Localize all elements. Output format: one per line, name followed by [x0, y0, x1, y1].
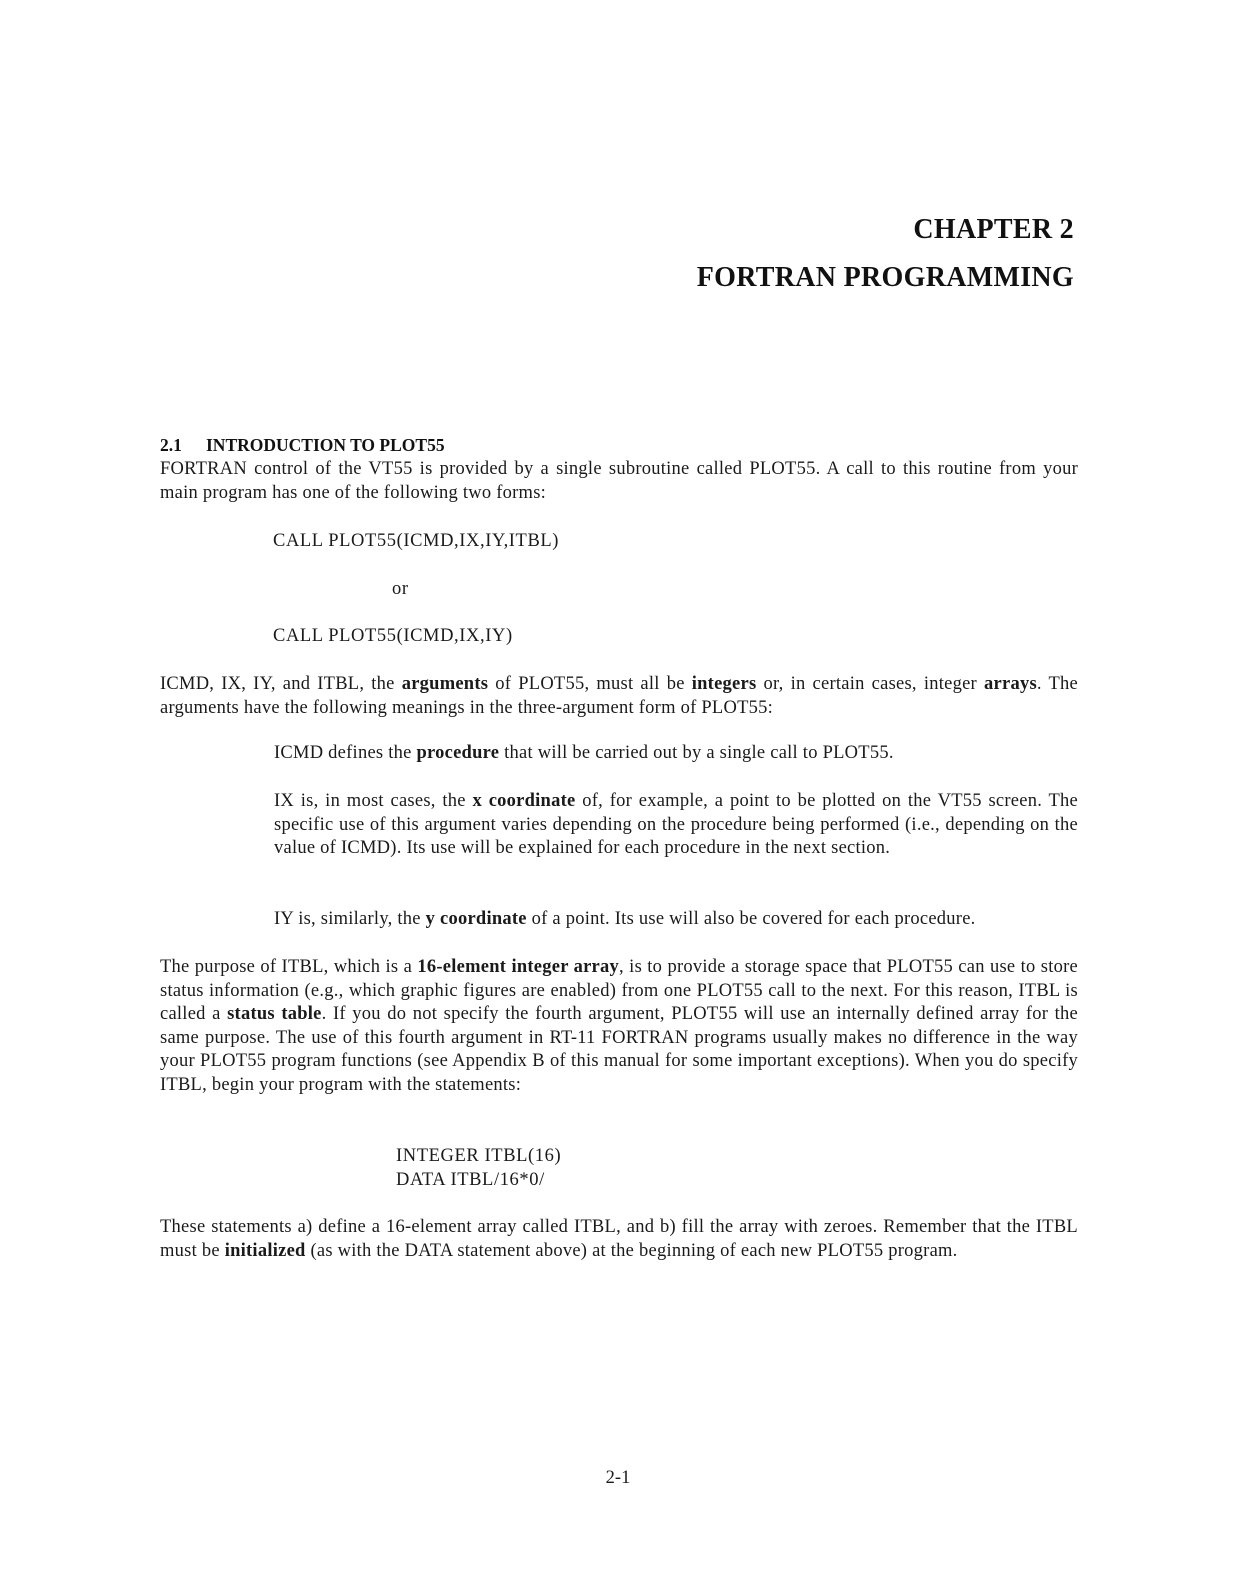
page-number: 2-1 [605, 1468, 631, 1488]
bold-term: 16-element integer array [417, 957, 620, 977]
text-run: (as with the DATA statement above) at the beginning of each new PLOT55 program. [305, 1240, 958, 1261]
text-run: that will be carried out by a single call to PLOT55. [499, 743, 894, 763]
bold-term: initialized [224, 1240, 306, 1261]
bold-term: x coordinate [472, 791, 576, 811]
text-run: IY is, similarly, the [274, 909, 426, 929]
intro-paragraph: FORTRAN control of the VT55 is provided by a single subroutine called PLOT55. A call to this routine from your main program has one of the following two forms: [160, 459, 1078, 503]
icmd-definition [274, 742, 1078, 766]
chapter-number: CHAPTER 2 [913, 214, 1074, 245]
text-run: of, for example, a point to be plotted on the VT55 screen. The specific use of this argument varies depending on the procedure being performed (i.e., depending on the value of ICMD). Its use will be explained for each procedure in the next section. [274, 791, 1078, 859]
section-heading [160, 435, 445, 456]
section-title: INTRODUCTION TO PLOT55 [206, 435, 445, 455]
text-run: . If you do not specify the fourth argument, PLOT55 will use an internally defined array for the same purpose. The use of this fourth argument in RT-11 FORTRAN programs usually makes no difference in the way your PLOT55 program functions (see Appendix B of this manual for some important exceptions). When you do specify ITBL, begin your program with the statements: [160, 1004, 1078, 1095]
closing-paragraph [160, 1216, 1078, 1263]
bold-term: status table [227, 1004, 322, 1025]
bold-term: arrays [984, 674, 1037, 694]
text-run: , is to provide a storage space that PLOT55 can use to store status information (e.g., which graphic figures are enabled) from one PLOT55 call to the next. For this reason, ITBL is called a [160, 957, 1079, 1025]
chapter-title: FORTRAN PROGRAMMING [696, 262, 1074, 293]
text-run: . The arguments have the following meanings in the three-argument form of PLOT55: [160, 674, 1079, 718]
text-run: ICMD defines the [274, 743, 417, 763]
text-run: or, in certain cases, integer [756, 674, 985, 694]
iy-definition [274, 908, 1078, 932]
call-form-1: CALL PLOT55(ICMD,IX,IY,ITBL) [273, 531, 560, 551]
arguments-paragraph [160, 673, 1078, 720]
itbl-paragraph [160, 956, 1078, 1098]
call-form-2: CALL PLOT55(ICMD,IX,IY) [273, 626, 513, 646]
text-run: ICMD, IX, IY, and ITBL, the [160, 674, 402, 694]
text-run: of PLOT55, must all be [488, 674, 692, 694]
bold-term: procedure [416, 743, 500, 763]
call-form-or: or [392, 579, 409, 599]
section-number: 2.1 [160, 435, 182, 455]
statement-line-2: DATA ITBL/16*0/ [396, 1170, 545, 1190]
ix-definition [274, 790, 1078, 861]
statement-line-1: INTEGER ITBL(16) [396, 1146, 562, 1166]
text-run: IX is, in most cases, the [274, 791, 473, 811]
text-run: The purpose of ITBL, which is a [160, 957, 418, 977]
bold-term: arguments [401, 674, 489, 694]
bold-term: integers [691, 674, 757, 694]
text-run: of a point. Its use will also be covered for each procedure. [526, 909, 976, 929]
bold-term: y coordinate [425, 909, 527, 929]
text-run: These statements a) define a 16-element array called ITBL, and b) fill the array with zeroes. Remember that the ITBL must be [160, 1217, 1078, 1261]
